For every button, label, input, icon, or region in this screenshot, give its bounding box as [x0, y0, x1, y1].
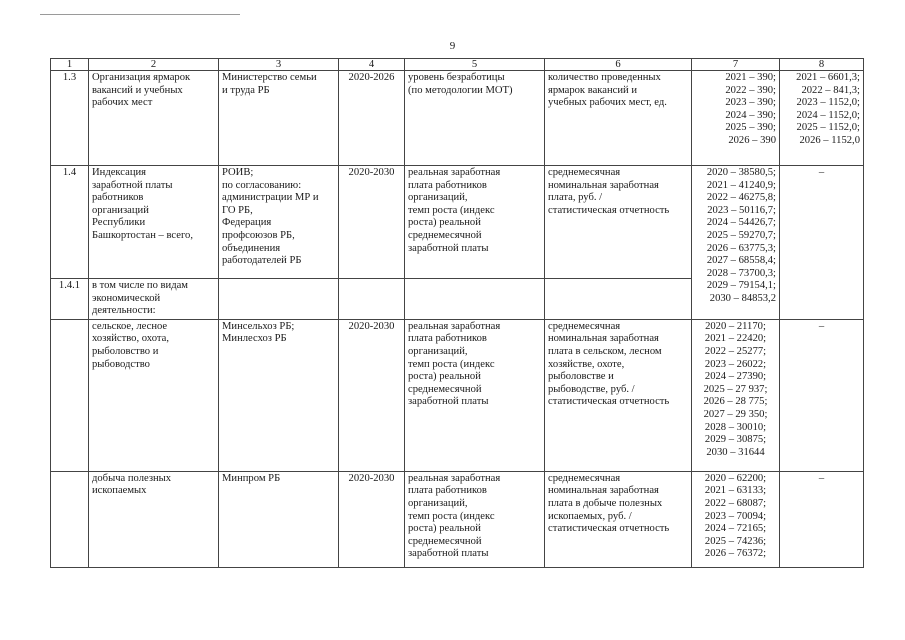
col-header-8: 8	[780, 59, 864, 71]
row-number: 1.4.1	[51, 279, 89, 320]
col-header-3: 3	[219, 59, 339, 71]
period: 2020-2030	[339, 471, 405, 567]
indicator: уровень безработицы (по методологии МОТ)	[405, 71, 545, 166]
activity-name: Организация ярмарок вакансий и учебных рабочих мест	[89, 71, 219, 166]
unit: количество проведенных ярмарок вакансий и учебных рабочих мест, ед.	[545, 71, 692, 166]
period: 2020-2030	[339, 166, 405, 279]
col-header-5: 5	[405, 59, 545, 71]
activity-name: сельское, лесное хозяйство, охота, рыболовство и рыбоводство	[89, 319, 219, 471]
top-rule	[40, 14, 240, 15]
program-table	[50, 58, 864, 568]
finance-values: –	[780, 166, 864, 320]
header-row	[51, 59, 864, 71]
indicator: реальная заработная плата работников организаций, темп роста (индекс роста) реальной среднемесячной заработной платы	[405, 471, 545, 567]
activity-name: добыча полезных ископаемых	[89, 471, 219, 567]
activity-name: Индексация заработной платы работников организаций Республики Башкортостан – всего,	[89, 166, 219, 279]
col-header-6: 6	[545, 59, 692, 71]
unit: среднемесячная номинальная заработная плата в добыче полезных ископаемых, руб. / статистическая отчетность	[545, 471, 692, 567]
row-number: 1.4	[51, 166, 89, 279]
table-row	[51, 471, 864, 567]
col-header-2: 2	[89, 59, 219, 71]
target-values: 2020 – 62200; 2021 – 63133; 2022 – 68087; 2023 – 70094; 2024 – 72165; 2025 – 74236; 2026 – 76372;	[692, 471, 780, 567]
period: 2020-2030	[339, 319, 405, 471]
row-number: 1.3	[51, 71, 89, 166]
table-row	[51, 71, 864, 166]
unit: среднемесячная номинальная заработная плата, руб. / статистическая отчетность	[545, 166, 692, 279]
indicator: реальная заработная плата работников организаций, темп роста (индекс роста) реальной среднемесячной заработной платы	[405, 319, 545, 471]
col-header-1: 1	[51, 59, 89, 71]
table-row	[51, 319, 864, 471]
target-values: 2021 – 390; 2022 – 390; 2023 – 390; 2024 – 390; 2025 – 390; 2026 – 390	[692, 71, 780, 166]
finance-values: –	[780, 471, 864, 567]
col-header-4: 4	[339, 59, 405, 71]
page-number: 9	[449, 40, 456, 52]
row-number	[51, 319, 89, 471]
unit	[545, 279, 692, 320]
indicator: реальная заработная плата работников организаций, темп роста (индекс роста) реальной среднемесячной заработной платы	[405, 166, 545, 279]
indicator	[405, 279, 545, 320]
executor	[219, 279, 339, 320]
period	[339, 279, 405, 320]
finance-values: –	[780, 319, 864, 471]
col-header-7: 7	[692, 59, 780, 71]
target-values: 2020 – 21170; 2021 – 22420; 2022 – 25277; 2023 – 26022; 2024 – 27390; 2025 – 27 937; 2026 – 28 775; 2027 – 29 350; 2028 – 30010; 2029 – 30875; 2030 – 31644	[692, 319, 780, 471]
executor: РОИВ; по согласованию: администрации МР и ГО РБ, Федерация профсоюзов РБ, объединения работодателей РБ	[219, 166, 339, 279]
table-row	[51, 166, 864, 279]
executor: Министерство семьи и труда РБ	[219, 71, 339, 166]
activity-name: в том числе по видам экономической деятельности:	[89, 279, 219, 320]
unit: среднемесячная номинальная заработная плата в сельском, лесном хозяйстве, охоте, рыболовстве и рыбоводстве, руб. / статистическая отчетность	[545, 319, 692, 471]
period: 2020-2026	[339, 71, 405, 166]
row-number	[51, 471, 89, 567]
executor: Минсельхоз РБ; Минлесхоз РБ	[219, 319, 339, 471]
finance-values: 2021 – 6601,3; 2022 – 841,3; 2023 – 1152,0; 2024 – 1152,0; 2025 – 1152,0; 2026 – 1152,0	[780, 71, 864, 166]
executor: Минпром РБ	[219, 471, 339, 567]
target-values: 2020 – 38580,5; 2021 – 41240,9; 2022 – 46275,8; 2023 – 50116,7; 2024 – 54426,7; 2025 – 59270,7; 2026 – 63775,3; 2027 – 68558,4; 2028 – 73700,3; 2029 – 79154,1; 2030 – 84853,2	[692, 166, 780, 320]
